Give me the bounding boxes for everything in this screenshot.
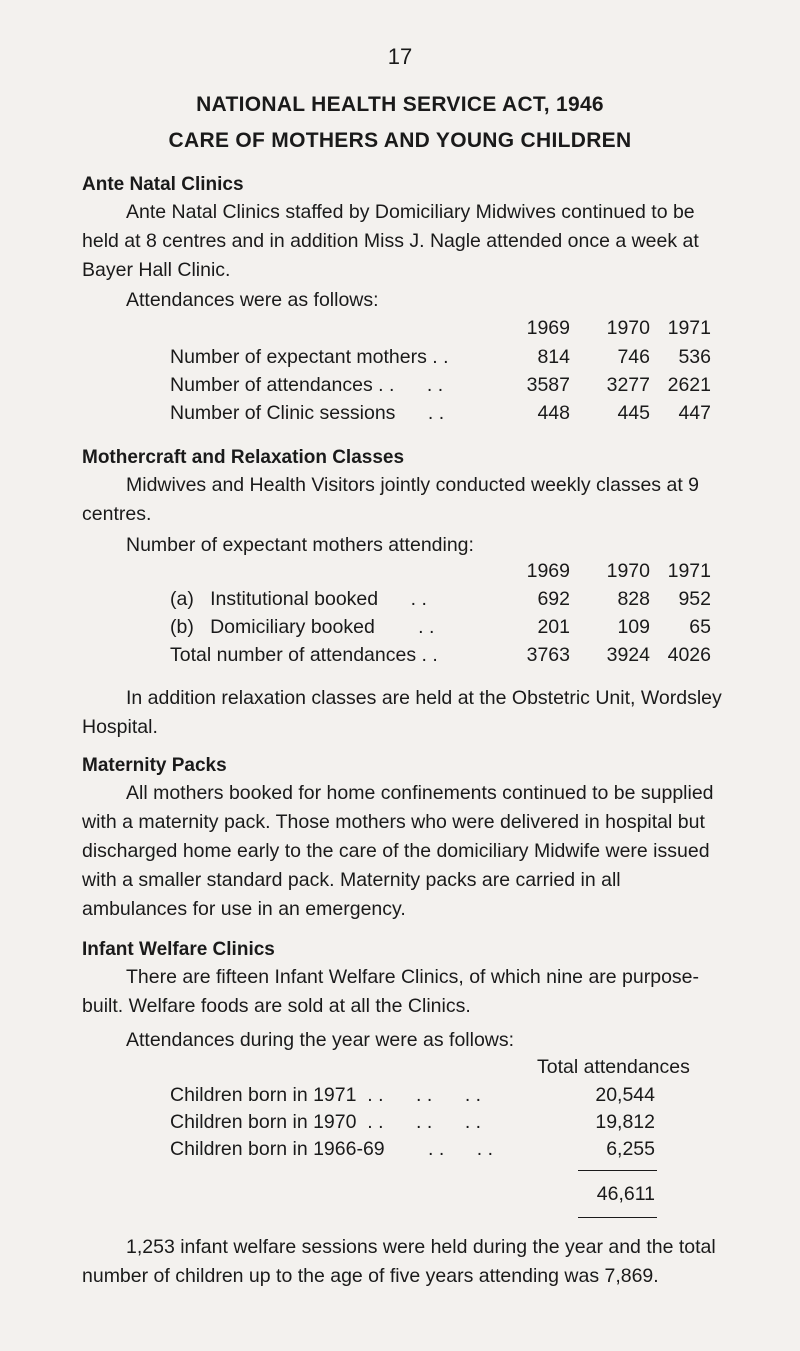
ante-natal-paragraph: Ante Natal Clinics staffed by Domiciliary Midwives continued to be held at 8 centres and in addition Miss J. Nagle attended once a week at Bayer Hall Clinic. — [82, 201, 699, 281]
year-header: 1970 — [606, 560, 650, 582]
table-cell: 814 — [537, 346, 570, 368]
table-cell: 3277 — [606, 374, 650, 396]
table-row-label: (b) Domiciliary booked . . — [170, 616, 435, 638]
table-cell: 746 — [617, 346, 650, 368]
mothercraft-heading: Mothercraft and Relaxation Classes — [82, 447, 405, 468]
table-cell: 3587 — [526, 374, 570, 396]
act-title: NATIONAL HEALTH SERVICE ACT, 1946 — [196, 93, 604, 116]
table-cell: 4026 — [667, 644, 711, 666]
page-number: 17 — [387, 44, 413, 69]
infant-intro: Attendances during the year were as follows: — [126, 1029, 515, 1051]
table-cell: 109 — [617, 616, 650, 638]
table-row-label: Children born in 1966-69 . . . . — [170, 1138, 493, 1160]
maternity-heading: Maternity Packs — [82, 755, 227, 776]
table-cell: 828 — [617, 588, 650, 610]
total-rule-top — [578, 1170, 657, 1171]
maternity-paragraph: All mothers booked for home confinements continued to be supplied with a maternity pack. Those mothers who were delivered in hospital but discharged home early to the care of the domiciliary Midwife were issued with a smaller standard pack. Maternity packs are carried in all ambulances for use in an emergency. — [82, 782, 714, 920]
table-cell: 692 — [537, 588, 570, 610]
mothercraft-intro: Number of expectant mothers attending: — [126, 534, 474, 556]
total-rule-bottom — [578, 1217, 657, 1218]
ante-natal-intro: Attendances were as follows: — [126, 289, 379, 311]
table-row-label: Children born in 1970 . . . . . . — [170, 1111, 482, 1133]
table-cell: 6,255 — [606, 1138, 655, 1160]
infant-closing-paragraph: 1,253 infant welfare sessions were held during the year and the total number of children up to the age of five years attending was 7,869. — [82, 1236, 716, 1287]
year-header: 1970 — [606, 317, 650, 339]
table-cell: 65 — [689, 616, 711, 638]
year-header: 1971 — [667, 560, 711, 582]
year-header: 1969 — [526, 560, 570, 582]
table-cell: 447 — [678, 402, 711, 424]
ante-natal-heading: Ante Natal Clinics — [82, 174, 244, 195]
table-row-label: Number of expectant mothers . . — [170, 346, 449, 368]
table-row-label: Total number of attendances . . — [170, 644, 438, 666]
table-row-label: Number of attendances . . . . — [170, 374, 444, 396]
table-cell: 3924 — [606, 644, 650, 666]
table-cell: 20,544 — [595, 1084, 655, 1106]
total-value: 46,611 — [596, 1183, 655, 1205]
infant-paragraph: There are fifteen Infant Welfare Clinics, of which nine are purpose-built. Welfare foods are sold at all the Clinics. — [82, 966, 700, 1017]
table-cell: 448 — [537, 402, 570, 424]
table-cell: 3763 — [526, 644, 570, 666]
table-cell: 201 — [537, 616, 570, 638]
table-cell: 2621 — [667, 374, 711, 396]
mothercraft-paragraph: Midwives and Health Visitors jointly conducted weekly classes at 9 centres. — [82, 474, 699, 525]
table-cell: 19,812 — [595, 1111, 655, 1133]
section-title: CARE OF MOTHERS AND YOUNG CHILDREN — [168, 129, 632, 152]
total-attendances-header: Total attendances — [537, 1056, 690, 1078]
table-cell: 445 — [617, 402, 650, 424]
year-header: 1969 — [526, 317, 570, 339]
table-cell: 952 — [678, 588, 711, 610]
table-cell: 536 — [678, 346, 711, 368]
mothercraft-after-paragraph: In addition relaxation classes are held at the Obstetric Unit, Wordsley Hospital. — [82, 687, 722, 738]
table-row-label: Children born in 1971 . . . . . . — [170, 1084, 482, 1106]
table-row-label: Number of Clinic sessions . . — [170, 402, 445, 424]
year-header: 1971 — [667, 317, 711, 339]
infant-heading: Infant Welfare Clinics — [82, 939, 275, 960]
table-row-label: (a) Institutional booked . . — [170, 588, 427, 610]
